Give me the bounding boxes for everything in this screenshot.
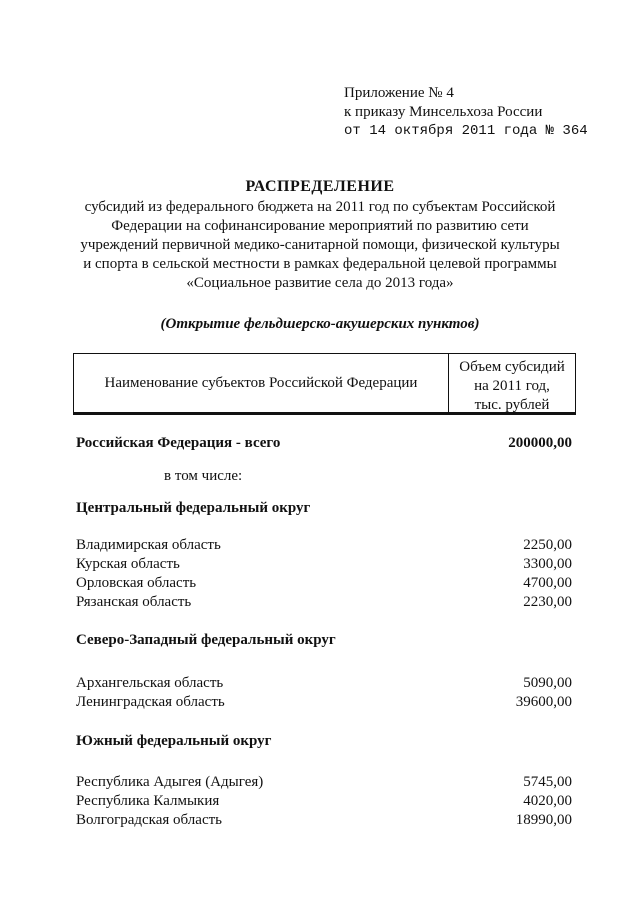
appendix-order: к приказу Минсельхоза России bbox=[344, 104, 543, 120]
table-row bbox=[76, 674, 572, 693]
row-value: 4020,00 bbox=[523, 793, 572, 809]
row-value: 2230,00 bbox=[523, 594, 572, 610]
table-row bbox=[76, 792, 572, 811]
table-row bbox=[76, 593, 572, 612]
row-name: Республика Адыгея (Адыгея) bbox=[76, 774, 264, 790]
row-name: Центральный федеральный округ bbox=[76, 500, 311, 516]
table-row bbox=[76, 536, 572, 555]
table-row bbox=[76, 467, 572, 486]
row-value: 4700,00 bbox=[523, 575, 572, 591]
row-name: Российская Федерация - всего bbox=[76, 435, 281, 451]
row-value: 5745,00 bbox=[523, 774, 572, 790]
appendix-block bbox=[344, 84, 588, 141]
column-header-volume-line: Объем субсидий bbox=[459, 359, 565, 375]
column-header-volume bbox=[449, 354, 575, 412]
row-name: Ленинградская область bbox=[76, 694, 225, 710]
appendix-number: Приложение № 4 bbox=[344, 85, 454, 101]
document-subtitle bbox=[60, 198, 580, 293]
row-name: Владимирская область bbox=[76, 537, 221, 553]
column-header-volume-line: на 2011 год, bbox=[474, 378, 550, 394]
column-header-volume-line: тыс. рублей bbox=[474, 397, 550, 413]
row-name: Северо-Западный федеральный округ bbox=[76, 632, 336, 648]
subtitle-line: учреждений первичной медико-санитарной помощи, физической культуры bbox=[80, 237, 560, 253]
row-name: Архангельская область bbox=[76, 675, 224, 691]
row-name: Волгоградская область bbox=[76, 812, 222, 828]
row-value: 18990,00 bbox=[515, 812, 572, 828]
table-row bbox=[76, 693, 572, 712]
row-name: Рязанская область bbox=[76, 594, 192, 610]
appendix-date: от 14 октября 2011 года № 364 bbox=[344, 123, 588, 139]
table-row bbox=[76, 631, 572, 650]
subtitle-line: и спорта в сельской местности в рамках федеральной целевой программы bbox=[83, 256, 557, 272]
row-name: в том числе: bbox=[164, 468, 243, 484]
column-header-name: Наименование субъектов Российской Федерации bbox=[74, 354, 449, 412]
row-name: Южный федеральный округ bbox=[76, 733, 272, 749]
table-row bbox=[76, 499, 572, 518]
row-value: 3300,00 bbox=[523, 556, 572, 572]
row-value: 2250,00 bbox=[523, 537, 572, 553]
table-row bbox=[76, 574, 572, 593]
subtitle-line: Федерации на софинансирование мероприятий по развитию сети bbox=[111, 218, 529, 234]
document-title: РАСПРЕДЕЛЕНИЕ bbox=[245, 178, 395, 195]
row-name: Республика Калмыкия bbox=[76, 793, 220, 809]
row-name: Курская область bbox=[76, 556, 180, 572]
row-value: 39600,00 bbox=[515, 694, 572, 710]
table-row bbox=[76, 555, 572, 574]
table-row bbox=[76, 434, 572, 453]
table-row bbox=[76, 773, 572, 792]
row-value: 5090,00 bbox=[523, 675, 572, 691]
table-row bbox=[76, 811, 572, 830]
section-note: (Открытие фельдшерско-акушерских пунктов) bbox=[160, 316, 480, 332]
table-row bbox=[76, 732, 572, 751]
row-value: 200000,00 bbox=[508, 435, 572, 451]
row-name: Орловская область bbox=[76, 575, 197, 591]
subtitle-line: субсидий из федерального бюджета на 2011 год по субъектам Российской bbox=[84, 199, 556, 215]
table-header bbox=[73, 353, 576, 415]
subtitle-line: «Социальное развитие села до 2013 года» bbox=[186, 275, 454, 291]
